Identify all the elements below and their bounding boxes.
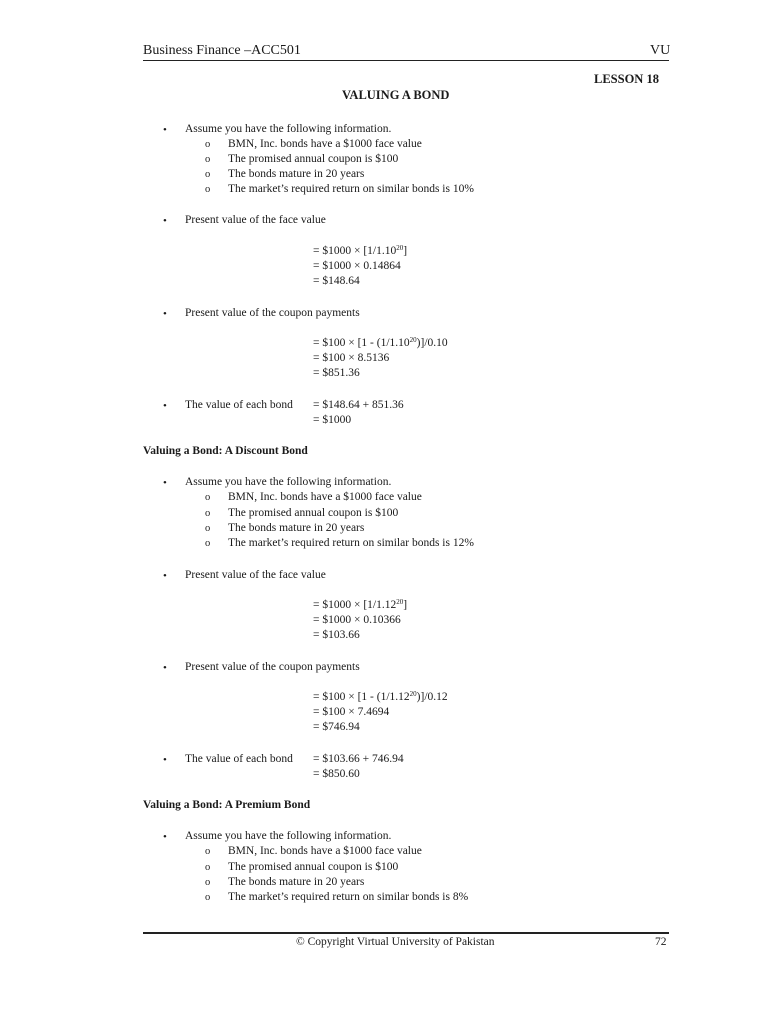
sub-bullet: o <box>205 154 211 165</box>
pv-coupon-label: Present value of the coupon payments <box>185 307 360 319</box>
exponent: 20 <box>396 244 404 252</box>
bullet: • <box>163 215 167 227</box>
page-title: VALUING A BOND <box>342 88 450 102</box>
bullet: • <box>163 831 167 843</box>
sub-bullet: o <box>205 538 211 549</box>
lesson-label: LESSON 18 <box>594 72 659 86</box>
copyright-text: © Copyright Virtual University of Pakistan <box>296 936 495 948</box>
formula-line: = $850.60 <box>313 768 360 780</box>
list-item: The bonds mature in 20 years <box>228 522 365 534</box>
section-heading-discount: Valuing a Bond: A Discount Bond <box>143 445 308 457</box>
pv-face-label: Present value of the face value <box>185 214 326 226</box>
assume-text: Assume you have the following information. <box>185 476 392 488</box>
sub-bullet: o <box>205 877 211 888</box>
list-item: BMN, Inc. bonds have a $1000 face value <box>228 491 422 503</box>
formula-text: = $100 × [1 - (1/1.10 <box>313 337 410 349</box>
list-item: The promised annual coupon is $100 <box>228 507 399 519</box>
bullet: • <box>163 570 167 582</box>
formula-text: ] <box>403 245 408 257</box>
list-item: The bonds mature in 20 years <box>228 168 365 180</box>
formula-line: = $746.94 <box>313 721 360 733</box>
value-label: The value of each bond <box>185 753 293 765</box>
exponent: 20 <box>409 336 417 344</box>
header-rule <box>143 60 669 61</box>
formula-line: = $100 × 7.4694 <box>313 706 390 718</box>
formula-line: = $1000 × 0.14864 <box>313 260 401 272</box>
value-label: The value of each bond <box>185 399 293 411</box>
formula-text: )]/0.10 <box>416 337 448 349</box>
exponent: 20 <box>396 598 404 606</box>
sub-bullet: o <box>205 169 211 180</box>
footer-rule <box>143 932 669 934</box>
formula-line: = $851.36 <box>313 367 360 379</box>
formula-text: )]/0.12 <box>416 691 448 703</box>
list-item: The market’s required return on similar bonds is 8% <box>228 891 469 903</box>
sub-bullet: o <box>205 139 211 150</box>
sub-bullet: o <box>205 492 211 503</box>
sub-bullet: o <box>205 508 211 519</box>
formula-text: = $1000 × [1/1.12 <box>313 599 397 611</box>
assume-text: Assume you have the following information. <box>185 123 392 135</box>
bullet: • <box>163 124 167 136</box>
bullet: • <box>163 477 167 489</box>
formula-text: = $1000 × [1/1.10 <box>313 245 397 257</box>
section-heading-premium: Valuing a Bond: A Premium Bond <box>143 799 311 811</box>
header-course-title: Business Finance –ACC501 <box>143 43 301 58</box>
list-item: The market’s required return on similar bonds is 10% <box>228 183 474 195</box>
page-number: 72 <box>655 936 667 948</box>
formula-line: = $148.64 + 851.36 <box>313 399 404 411</box>
bullet: • <box>163 308 167 320</box>
list-item: The promised annual coupon is $100 <box>228 861 399 873</box>
sub-bullet: o <box>205 846 211 857</box>
formula-line: = $1000 <box>313 414 352 426</box>
list-item: BMN, Inc. bonds have a $1000 face value <box>228 845 422 857</box>
pv-coupon-label: Present value of the coupon payments <box>185 661 360 673</box>
formula-text: = $100 × [1 - (1/1.12 <box>313 691 410 703</box>
formula-line <box>313 245 407 257</box>
formula-line <box>313 599 407 611</box>
sub-bullet: o <box>205 523 211 534</box>
bullet: • <box>163 400 167 412</box>
sub-bullet: o <box>205 184 211 195</box>
list-item: BMN, Inc. bonds have a $1000 face value <box>228 138 422 150</box>
formula-line: = $148.64 <box>313 275 360 287</box>
bullet: • <box>163 662 167 674</box>
formula-line <box>313 337 448 349</box>
sub-bullet: o <box>205 862 211 873</box>
list-item: The promised annual coupon is $100 <box>228 153 399 165</box>
assume-text: Assume you have the following information. <box>185 830 392 842</box>
exponent: 20 <box>409 690 417 698</box>
list-item: The bonds mature in 20 years <box>228 876 365 888</box>
list-item: The market’s required return on similar bonds is 12% <box>228 537 474 549</box>
formula-text: ] <box>403 599 408 611</box>
pv-face-label: Present value of the face value <box>185 569 326 581</box>
formula-line: = $103.66 + 746.94 <box>313 753 404 765</box>
sub-bullet: o <box>205 892 211 903</box>
formula-line: = $1000 × 0.10366 <box>313 614 401 626</box>
formula-line <box>313 691 448 703</box>
header-institution: VU <box>650 43 671 58</box>
formula-line: = $103.66 <box>313 629 360 641</box>
formula-line: = $100 × 8.5136 <box>313 352 390 364</box>
bullet: • <box>163 754 167 766</box>
